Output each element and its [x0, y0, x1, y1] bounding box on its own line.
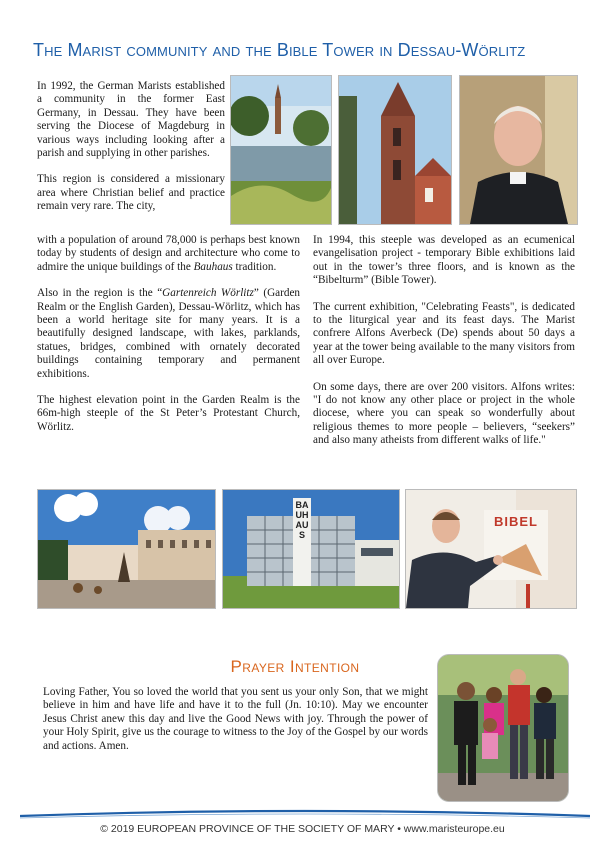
- footer-copyright: © 2019 EUROPEAN PROVINCE OF THE SOCIETY OF MARY • www.maristeurope.eu: [100, 823, 505, 835]
- paragraph-3b-text: ” (Garden Realm or the English Garden), Dessau-Wörlitz, which has been a world heritage site for many years. It is a beautifully designed landscape, with lakes, parklands, statues, bridges, combined with ornately decorated buildings containing temporary and permanent exhibitions.: [37, 287, 301, 380]
- bauhaus-sign-text: BAUHAUS: [295, 500, 309, 540]
- photo-bibel-exhibition: [405, 489, 577, 609]
- photo-worlitz-park: [230, 75, 332, 225]
- photo-dessau-square: [37, 489, 216, 609]
- paragraph-3: [37, 287, 300, 381]
- footer-wave-line: [20, 806, 590, 820]
- right-paragraph-3: On some days, there are over 200 visitors. Alfons writes: "I do not know any other place or project in the whole diocese, where you can speak so wonderfully about religious themes to more people – believers, “seekers” and also many atheists from different walks of life.": [313, 380, 575, 447]
- photo-group-visitors: [437, 654, 569, 802]
- bibel-sign-text: BIBEL: [494, 514, 538, 529]
- paragraph-1: In 1992, the German Marists established a community in the former East Germany, in Dessau. They have been serving the Diocese of Magdeburg in various ways including looking after a parish and supplying in other parishes.: [37, 80, 225, 160]
- photo-bauhaus-building: [222, 489, 400, 609]
- gartenreich-italic: Gartenreich Wörlitz: [162, 287, 254, 300]
- paragraph-2b-text: with a population of around 78,000 is perhaps best known today by students of design and architecture who come to admire the unique buildings of the: [37, 234, 300, 273]
- right-column: [313, 234, 575, 461]
- page-title: The Marist community and the Bible Tower in Dessau-Wörlitz: [33, 40, 526, 60]
- paragraph-4: The highest elevation point in the Garden Realm is the 66m-high steeple of the St Peter’s Protestant Church, Wörlitz.: [37, 394, 300, 433]
- paragraph-2b: [37, 234, 300, 274]
- paragraph-2c-text: tradition.: [235, 260, 277, 273]
- right-paragraph-1: In 1994, this steeple was developed as an ecumenical evangelisation project - temporary Bible exhibitions laid out in the tower’s three floors, and is known as the “Bibelturm” (Bible Tower).: [313, 234, 575, 287]
- paragraph-2a: This region is considered a missionary area where Christian belief and practice remain very rare. The city,: [37, 173, 225, 213]
- prayer-title: Prayer Intention: [230, 657, 360, 676]
- photo-alfons-portrait: [459, 75, 578, 225]
- right-paragraph-2: The current exhibition, "Celebrating Feasts", is dedicated to the liturgical year and its feast days. The Marist confrere Alfons Averbeck (De) spends about 50 days a year at the tower being available to the many visitors from all over Europe.: [313, 300, 575, 367]
- left-column-wide: [37, 234, 300, 447]
- paragraph-3a-text: Also in the region is the “: [37, 287, 163, 300]
- left-column-narrow: [37, 80, 225, 214]
- bauhaus-italic: Bauhaus: [193, 260, 233, 273]
- photo-church-steeple: [338, 75, 452, 225]
- prayer-text: Loving Father, You so loved the world that you sent us your only Son, that we might believe in him and have life and have it to the full (Jn. 10:10). May we encounter Jesus Christ anew this day and live the Good News with joy. Through the power of your Holy Spirit, give us the courage to witness to the Joy of the Gospel by our words and actions. Amen.: [43, 686, 428, 752]
